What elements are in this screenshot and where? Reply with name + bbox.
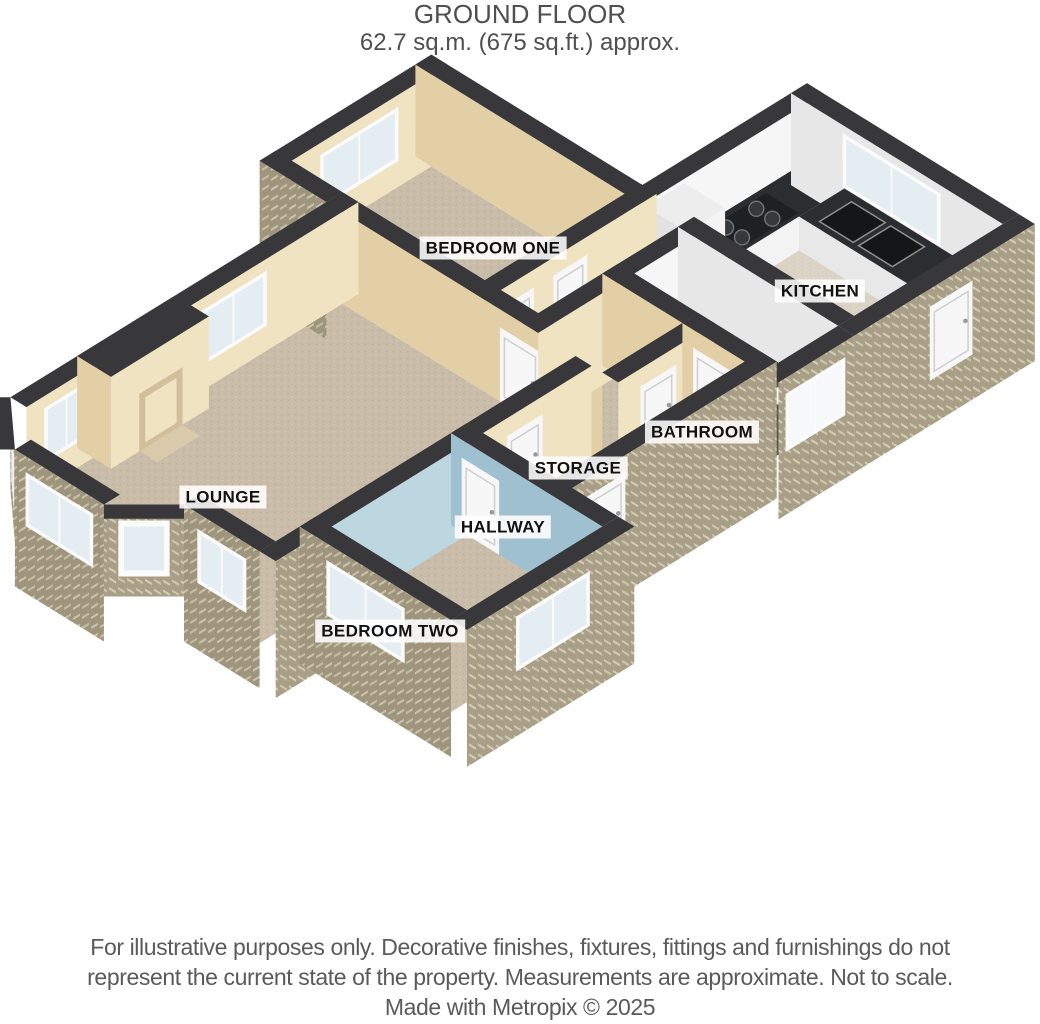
disclaimer-line-3: Made with Metropix © 2025 bbox=[384, 994, 656, 1020]
disclaimer-line-1: For illustrative purposes only. Decorative finishes, fixtures, fittings and furnishings do not bbox=[90, 934, 950, 960]
page-title: GROUND FLOOR bbox=[413, 0, 627, 29]
room-label-bathroom: BATHROOM bbox=[645, 421, 759, 444]
disclaimer-line-2: represent the current state of the property. Measurements are approximate. Not to scale. bbox=[87, 964, 953, 990]
room-label-bedroom-two: BEDROOM TWO bbox=[315, 620, 465, 643]
room-label-lounge: LOUNGE bbox=[179, 486, 266, 509]
room-label-kitchen: KITCHEN bbox=[775, 280, 865, 303]
room-label-bedroom-one: BEDROOM ONE bbox=[420, 237, 567, 260]
room-label-storage: STORAGE bbox=[529, 457, 628, 480]
room-label-hallway: HALLWAY bbox=[455, 516, 551, 539]
floor-area-text: 62.7 sq.m. (675 sq.ft.) approx. bbox=[359, 29, 681, 56]
disclaimer bbox=[0, 932, 1040, 1022]
